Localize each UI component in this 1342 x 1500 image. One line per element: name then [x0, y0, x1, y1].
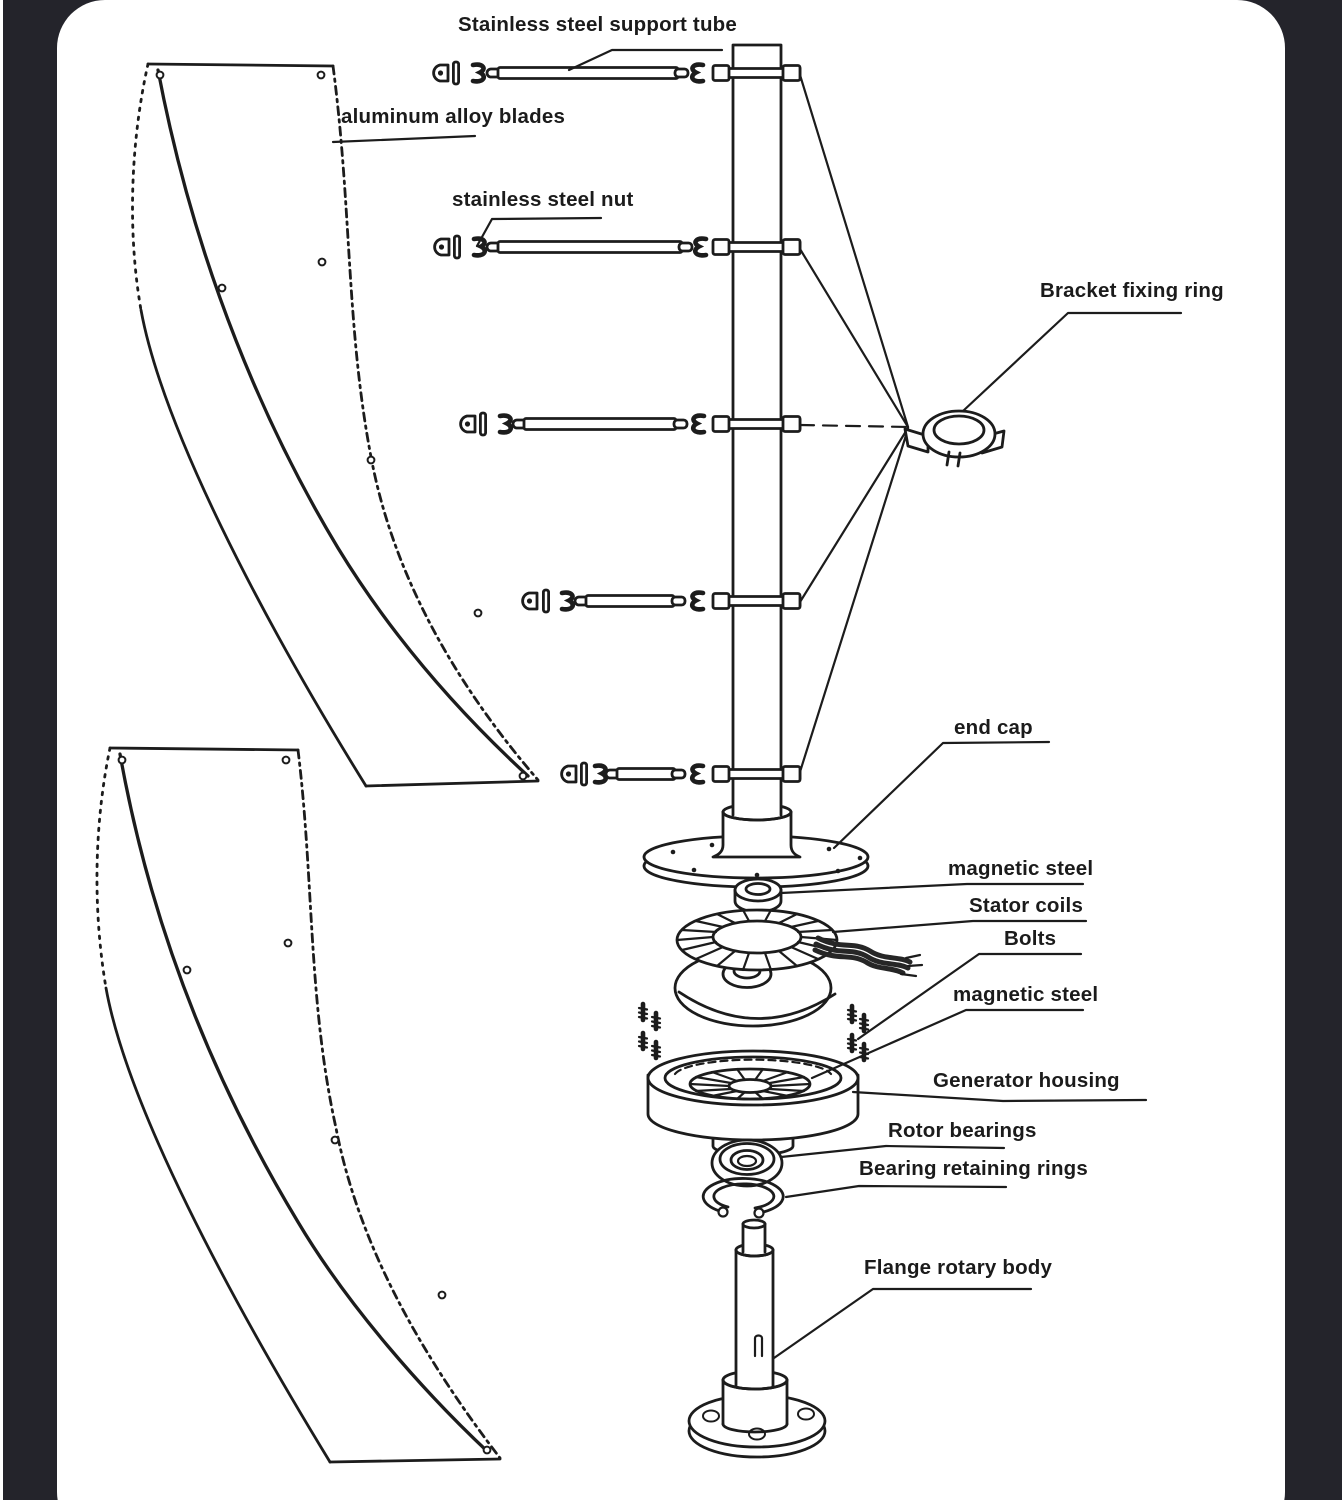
stator-coils-ring	[677, 910, 837, 970]
label-rotor-bearings: Rotor bearings	[888, 1119, 1037, 1142]
support-rod-row-4	[523, 590, 703, 612]
label-stainless-steel-support-tube: Stainless steel support tube	[458, 13, 737, 36]
support-rod-row-1	[434, 62, 703, 84]
support-rod-row-5	[562, 763, 703, 785]
magnetic-steel-ring-lower	[690, 1069, 810, 1099]
ring-leader-lines	[799, 75, 908, 775]
pole-clamp-row-4	[713, 594, 800, 609]
label-bearing-retaining-rings: Bearing retaining rings	[859, 1157, 1088, 1180]
blade-top-left	[133, 64, 538, 786]
stator-wires	[815, 938, 922, 976]
label-bolts: Bolts	[1004, 927, 1057, 950]
pole-clamp-row-1	[713, 66, 800, 81]
bearing-retaining-ring	[703, 1178, 783, 1217]
label-stator-coils: Stator coils	[969, 894, 1084, 917]
label-aluminum-alloy-blades: aluminum alloy blades	[341, 105, 566, 128]
support-rod-row-3	[461, 413, 704, 435]
bracket-fixing-ring	[905, 411, 1004, 466]
label-stainless-steel-nut: stainless steel nut	[452, 188, 634, 211]
label-flange-rotary-body: Flange rotary body	[864, 1256, 1053, 1279]
label-generator-housing: Generator housing	[933, 1069, 1120, 1092]
label-bracket-fixing-ring: Bracket fixing ring	[1040, 279, 1224, 302]
flange-rotary-body	[689, 1220, 825, 1457]
pole-clamp-row-5	[713, 767, 800, 782]
blade-bottom-left	[97, 748, 500, 1462]
label-end-cap: end cap	[954, 716, 1033, 739]
pole-clamp-row-3	[713, 417, 800, 432]
center-pole	[723, 45, 791, 820]
label-magnetic-steel-upper: magnetic steel	[948, 857, 1094, 880]
label-magnetic-steel-lower: magnetic steel	[953, 983, 1099, 1006]
pole-clamp-row-2	[713, 240, 800, 255]
support-rod-row-2	[435, 236, 706, 258]
end-cap	[644, 804, 868, 887]
magnetic-steel-ring-upper	[735, 879, 781, 912]
